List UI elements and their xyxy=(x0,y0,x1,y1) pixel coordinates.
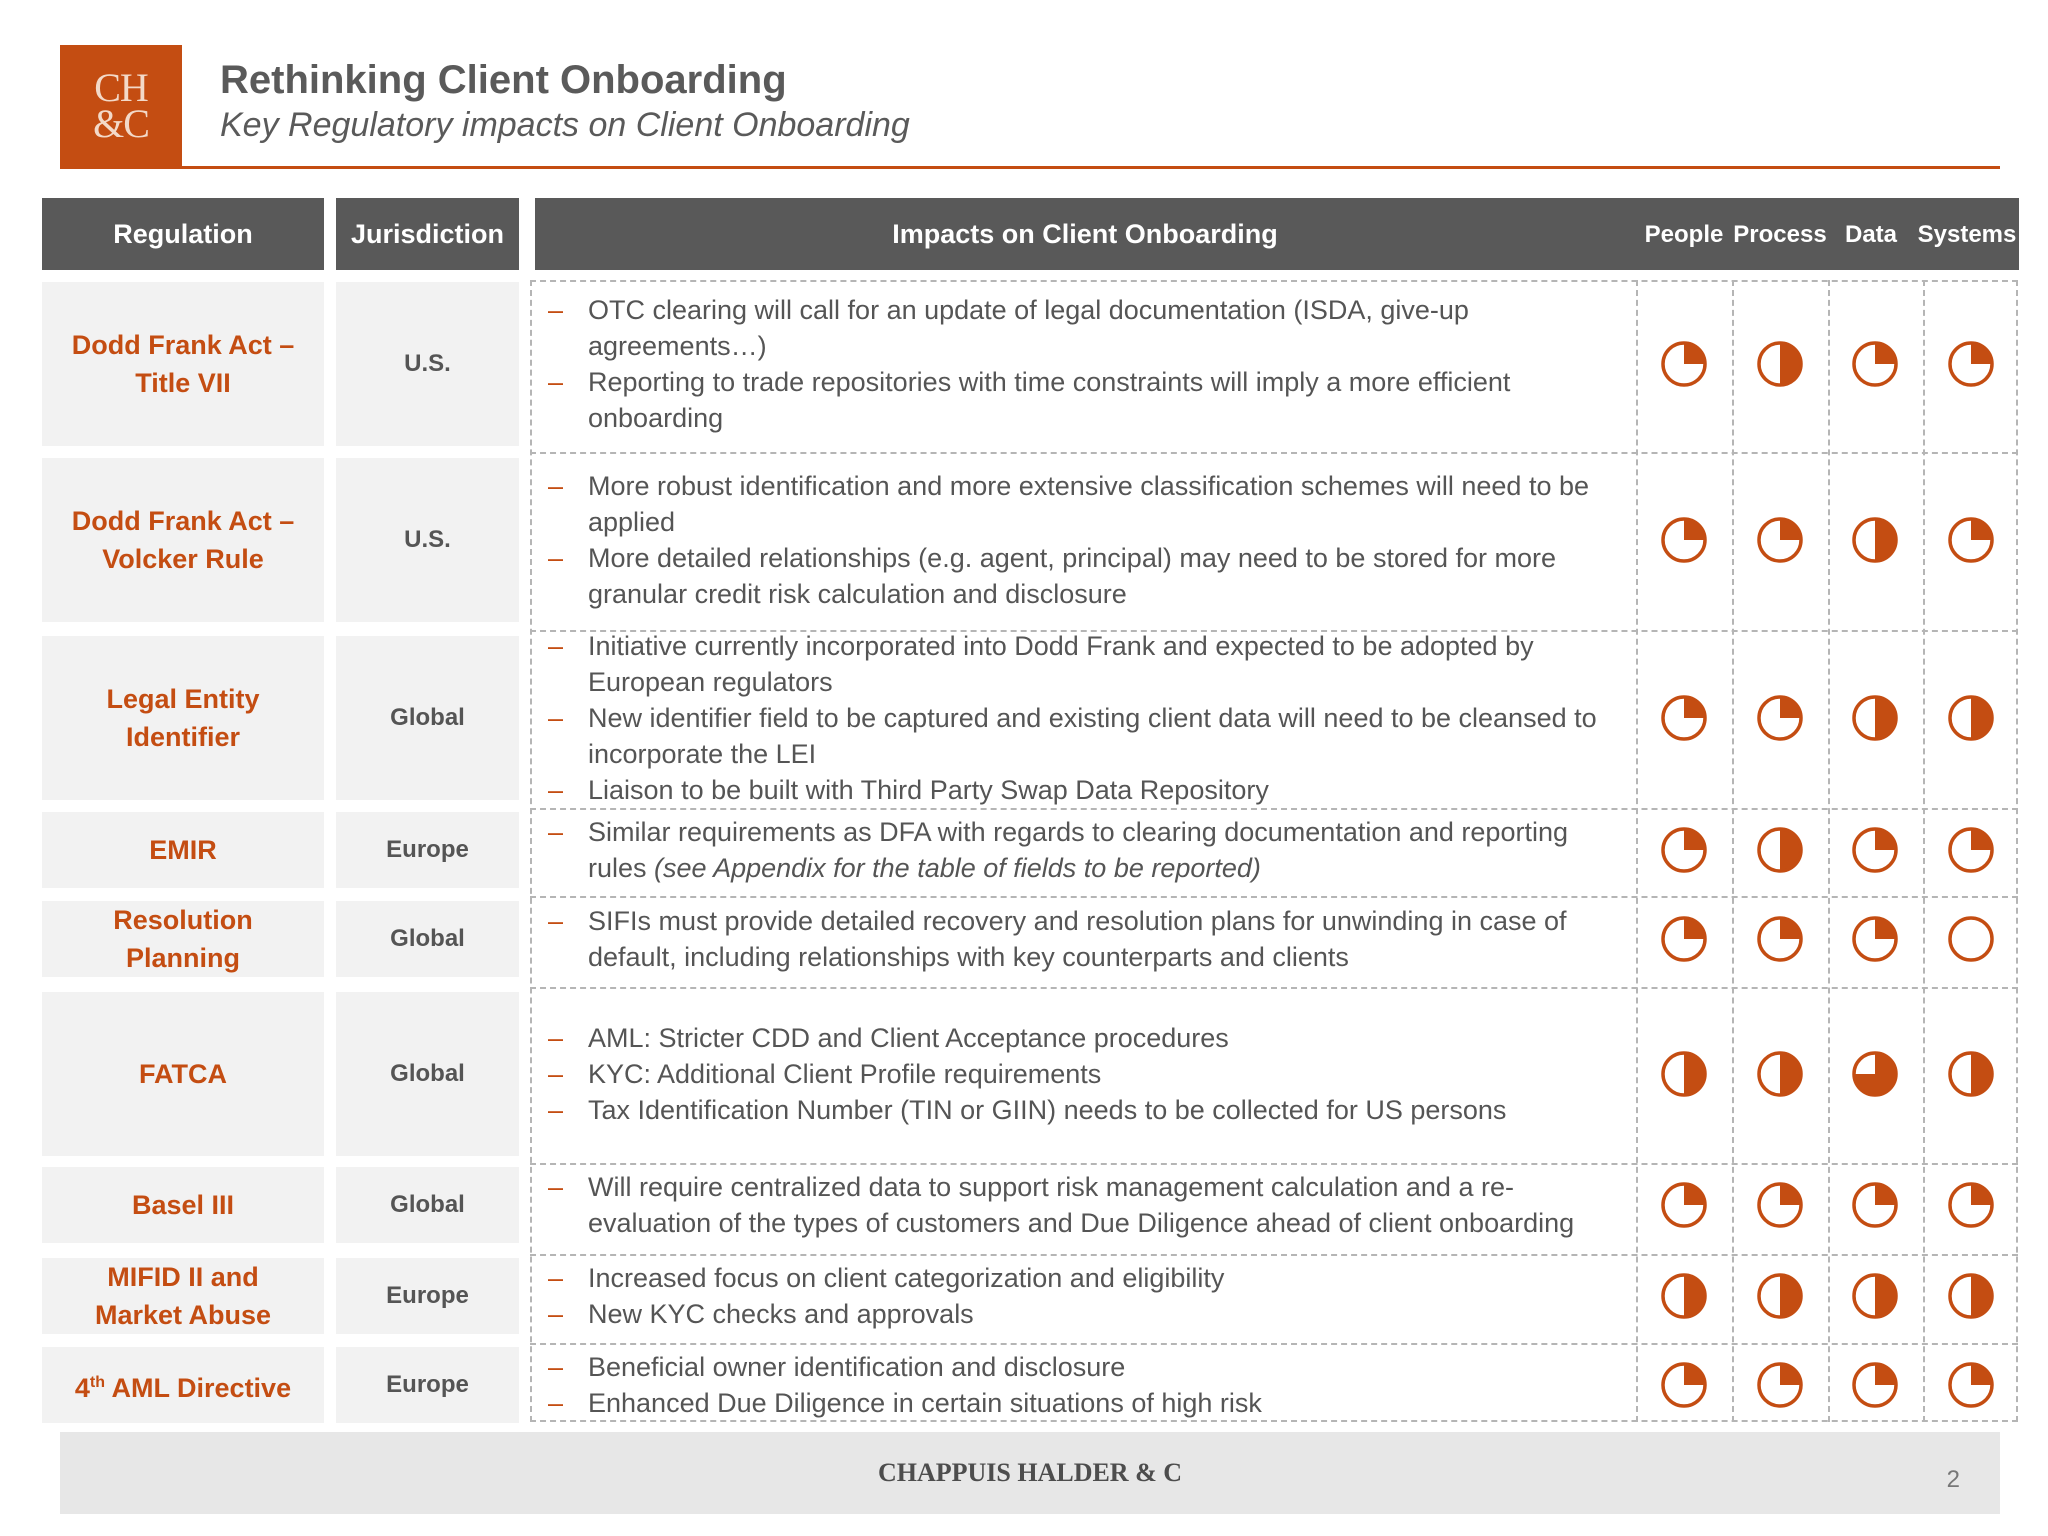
impact-text: Reporting to trade repositories with time constraints will imply a more efficient onboarding xyxy=(588,367,1511,433)
impact-text: New identifier field to be captured and existing client data will need to be cleansed to incorporate the LEI xyxy=(588,703,1597,769)
jurisdiction-cell xyxy=(336,458,519,622)
systems-impact-ball-icon xyxy=(1946,1271,1996,1321)
grid-divider xyxy=(530,987,2018,989)
impact-bullet xyxy=(548,628,1628,700)
jurisdiction-label: Europe xyxy=(386,1282,469,1309)
systems-impact-ball-icon xyxy=(1946,1180,1996,1230)
jurisdiction-cell xyxy=(336,282,519,446)
impact-bullet xyxy=(548,1169,1628,1241)
systems-impact-ball-icon xyxy=(1946,1049,1996,1099)
title-divider xyxy=(60,166,2000,169)
page-title: Rethinking Client Onboarding xyxy=(220,58,787,102)
header-people: People xyxy=(1644,221,1724,248)
grid-divider xyxy=(530,1254,2018,1256)
grid-divider xyxy=(530,896,2018,898)
people-impact-ball-icon xyxy=(1659,1049,1709,1099)
dash-icon: – xyxy=(548,775,564,805)
dash-icon: – xyxy=(548,1263,564,1293)
impact-bullet xyxy=(548,1349,1628,1385)
impact-text: KYC: Additional Client Profile requirements xyxy=(588,1059,1102,1089)
dash-icon: – xyxy=(548,543,564,573)
impact-bullet xyxy=(548,814,1628,886)
jurisdiction-cell xyxy=(336,812,519,888)
footer-bar xyxy=(60,1432,2000,1514)
impact-text: AML: Stricter CDD and Client Acceptance procedures xyxy=(588,1023,1229,1053)
regulation-cell xyxy=(42,282,324,446)
people-impact-ball-icon xyxy=(1659,693,1709,743)
regulation-label: Dodd Frank Act – Title VII xyxy=(71,330,295,398)
dash-icon: – xyxy=(548,817,564,847)
jurisdiction-cell xyxy=(336,1258,519,1334)
dash-icon: – xyxy=(548,295,564,325)
people-impact-ball-icon xyxy=(1659,914,1709,964)
jurisdiction-cell xyxy=(336,1347,519,1423)
impact-text: SIFIs must provide detailed recovery and resolution plans for unwinding in case of default, including relationships with key counterparts and clients xyxy=(588,906,1567,972)
impact-bullet xyxy=(548,1020,1628,1056)
dash-icon: – xyxy=(548,471,564,501)
impact-text: More robust identification and more extensive classification schemes will need to be applied xyxy=(588,471,1590,537)
header-impacts-label: Impacts on Client Onboarding xyxy=(892,218,1278,249)
regulation-cell xyxy=(42,812,324,888)
impact-bullet xyxy=(548,468,1628,540)
dash-icon: – xyxy=(548,1023,564,1053)
dash-icon: – xyxy=(548,1388,564,1418)
regulation-label: EMIR xyxy=(149,835,217,865)
dash-icon: – xyxy=(548,1299,564,1329)
jurisdiction-label: Global xyxy=(390,1191,465,1218)
regulation-cell xyxy=(42,1347,324,1423)
data-impact-ball-icon xyxy=(1850,339,1900,389)
systems-impact-ball-icon xyxy=(1946,515,1996,565)
footer-brand: CHAPPUIS HALDER & C xyxy=(877,1458,1183,1487)
jurisdiction-label: Global xyxy=(390,704,465,731)
impact-bullet xyxy=(548,903,1628,975)
dash-icon: – xyxy=(548,1095,564,1125)
people-impact-ball-icon xyxy=(1659,1271,1709,1321)
impacts-cell xyxy=(548,1167,1628,1243)
process-impact-ball-icon xyxy=(1755,1271,1805,1321)
data-impact-ball-icon xyxy=(1850,825,1900,875)
impact-text: Liaison to be built with Third Party Swap Data Repository xyxy=(588,775,1269,805)
people-impact-ball-icon xyxy=(1659,1360,1709,1410)
process-impact-ball-icon xyxy=(1755,1049,1805,1099)
impacts-cell xyxy=(548,458,1628,622)
regulation-prefix: 4 xyxy=(74,1372,90,1403)
systems-impact-ball-icon xyxy=(1946,1360,1996,1410)
impacts-cell xyxy=(548,812,1628,888)
page-subtitle: Key Regulatory impacts on Client Onboarding xyxy=(220,106,910,144)
jurisdiction-label: U.S. xyxy=(404,350,451,377)
people-impact-ball-icon xyxy=(1659,825,1709,875)
regulation-label: Legal Entity Identifier xyxy=(106,684,260,752)
regulation-label: FATCA xyxy=(139,1059,227,1089)
impact-text: Similar requirements as DFA with regards to clearing documentation and reporting rules xyxy=(588,817,1568,883)
grid-divider xyxy=(530,1163,2018,1165)
dash-icon: – xyxy=(548,703,564,733)
page-number: 2 xyxy=(1946,1466,1960,1493)
impact-text: Increased focus on client categorization and eligibility xyxy=(588,1263,1225,1293)
impact-text: Enhanced Due Diligence in certain situations of high risk xyxy=(588,1388,1262,1418)
header-regulation: Regulation xyxy=(42,198,324,270)
process-impact-ball-icon xyxy=(1755,339,1805,389)
jurisdiction-cell xyxy=(336,636,519,800)
systems-impact-ball-icon xyxy=(1946,914,1996,964)
impacts-cell xyxy=(548,992,1628,1156)
dash-icon: – xyxy=(548,1352,564,1382)
process-impact-ball-icon xyxy=(1755,693,1805,743)
impact-text: Tax Identification Number (TIN or GIIN) needs to be collected for US persons xyxy=(588,1095,1507,1125)
impact-bullet xyxy=(548,772,1628,808)
impact-bullet xyxy=(548,1260,1628,1296)
dash-icon: – xyxy=(548,631,564,661)
regulation-cell xyxy=(42,992,324,1156)
impact-bullet xyxy=(548,1296,1628,1332)
jurisdiction-cell xyxy=(336,992,519,1156)
dash-icon: – xyxy=(548,1059,564,1089)
grid-divider xyxy=(530,1343,2018,1345)
dash-icon: – xyxy=(548,367,564,397)
impact-text: New KYC checks and approvals xyxy=(588,1299,974,1329)
jurisdiction-label: Europe xyxy=(386,1371,469,1398)
impacts-cell xyxy=(548,631,1628,805)
regulation-label: AML Directive xyxy=(111,1372,292,1403)
regulation-cell xyxy=(42,1258,324,1334)
data-impact-ball-icon xyxy=(1850,1049,1900,1099)
systems-impact-ball-icon xyxy=(1946,339,1996,389)
impact-bullet xyxy=(548,700,1628,772)
grid-divider xyxy=(530,808,2018,810)
regulation-label: Resolution Planning xyxy=(113,905,253,973)
regulation-label: Dodd Frank Act – Volcker Rule xyxy=(71,506,295,574)
systems-impact-ball-icon xyxy=(1946,825,1996,875)
regulation-cell xyxy=(42,1167,324,1243)
data-impact-ball-icon xyxy=(1850,1360,1900,1410)
regulation-label: Basel III xyxy=(131,1190,235,1220)
impacts-cell xyxy=(548,1347,1628,1423)
impacts-cell xyxy=(548,282,1628,446)
impact-text: Beneficial owner identification and disclosure xyxy=(588,1352,1126,1382)
header-process: Process xyxy=(1733,221,1827,248)
people-impact-ball-icon xyxy=(1659,1180,1709,1230)
process-impact-ball-icon xyxy=(1755,1360,1805,1410)
people-impact-ball-icon xyxy=(1659,515,1709,565)
process-impact-ball-icon xyxy=(1755,825,1805,875)
impact-bullet xyxy=(548,540,1628,612)
process-impact-ball-icon xyxy=(1755,515,1805,565)
impact-bullet xyxy=(548,364,1628,436)
impacts-cell xyxy=(548,901,1628,977)
dash-icon: – xyxy=(548,1172,564,1202)
header-data: Data xyxy=(1844,221,1898,248)
data-impact-ball-icon xyxy=(1850,515,1900,565)
impact-text: OTC clearing will call for an update of legal documentation (ISDA, give-up agreements…) xyxy=(588,295,1469,361)
process-impact-ball-icon xyxy=(1755,1180,1805,1230)
impact-text: More detailed relationships (e.g. agent, principal) may need to be stored for more granular credit risk calculation and disclosure xyxy=(588,543,1557,609)
impact-bullet xyxy=(548,1092,1628,1128)
header-jurisdiction: Jurisdiction xyxy=(336,198,519,270)
people-impact-ball-icon xyxy=(1659,339,1709,389)
jurisdiction-label: Europe xyxy=(386,836,469,863)
jurisdiction-label: Global xyxy=(390,1060,465,1087)
process-impact-ball-icon xyxy=(1755,914,1805,964)
impact-note: (see Appendix for the table of fields to be reported) xyxy=(654,853,1261,883)
jurisdiction-label: Global xyxy=(390,925,465,952)
systems-impact-ball-icon xyxy=(1946,693,1996,743)
data-impact-ball-icon xyxy=(1850,1271,1900,1321)
jurisdiction-label: U.S. xyxy=(404,526,451,553)
impact-text: Initiative currently incorporated into Dodd Frank and expected to be adopted by European regulators xyxy=(588,631,1534,697)
impact-bullet xyxy=(548,1385,1628,1421)
company-logo xyxy=(60,45,182,167)
data-impact-ball-icon xyxy=(1850,1180,1900,1230)
jurisdiction-cell xyxy=(336,1167,519,1243)
regulation-cell xyxy=(42,901,324,977)
grid-divider xyxy=(530,452,2018,454)
logo-text: CH &C xyxy=(93,65,149,146)
jurisdiction-cell xyxy=(336,901,519,977)
regulation-cell xyxy=(42,636,324,800)
impacts-cell xyxy=(548,1258,1628,1334)
impact-bullet xyxy=(548,292,1628,364)
data-impact-ball-icon xyxy=(1850,914,1900,964)
regulation-cell xyxy=(42,458,324,622)
regulation-label: MIFID II and Market Abuse xyxy=(94,1262,272,1330)
impact-text: Will require centralized data to support risk management calculation and a re-evaluation of the types of customers and Due Diligence ahead of client onboarding xyxy=(588,1172,1575,1238)
regulation-superscript: th xyxy=(89,1373,106,1391)
header-systems: Systems xyxy=(1917,221,2017,248)
dash-icon: – xyxy=(548,906,564,936)
impact-bullet xyxy=(548,1056,1628,1092)
data-impact-ball-icon xyxy=(1850,693,1900,743)
